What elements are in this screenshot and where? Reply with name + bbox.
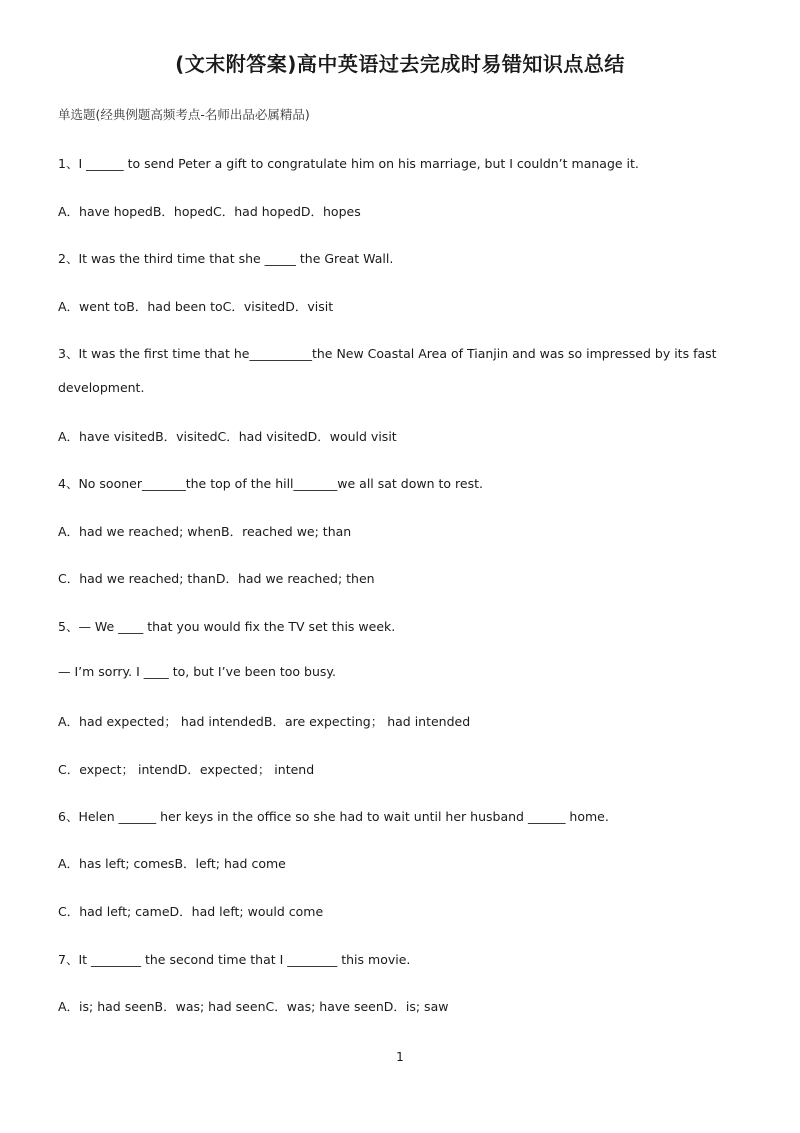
question-1-options: A．have hopedB．hopedC．had hopedD．hopes: [58, 204, 361, 219]
question-6-options-cd: C．had left; cameD．had left; would come: [58, 904, 324, 919]
question-4-options-ab: A．had we reached; whenB．reached we; than: [58, 524, 352, 539]
question-2-options: A．went toB．had been toC．visitedD．visit: [58, 299, 334, 314]
question-4-options-cd: C．had we reached; thanD．had we reached; then: [58, 571, 375, 586]
question-1-stem: 1、I ______ to send Peter a gift to congratulate him on his marriage, but I couldn’t manage it.: [58, 156, 639, 171]
question-5-stem-reply: — I’m sorry. I ____ to, but I’ve been too busy.: [58, 664, 336, 679]
question-7-stem: 7、It ________ the second time that I ________ this movie.: [58, 952, 411, 967]
page-title: (文末附答案)高中英语过去完成时易错知识点总结: [175, 52, 625, 76]
question-3-options: A．have visitedB．visitedC．had visitedD．would visit: [58, 429, 397, 444]
page-number: 1: [396, 1050, 404, 1064]
question-4-stem: 4、No sooner_______the top of the hill_______we all sat down to rest.: [58, 476, 483, 491]
question-5-options-cd: C．expect； intendD．expected； intend: [58, 762, 315, 777]
question-2-stem: 2、It was the third time that she _____ the Great Wall.: [58, 251, 394, 266]
question-3-stem-continued: development.: [58, 380, 145, 395]
section-subtitle: 单选题(经典例题高频考点-名师出品必属精品): [58, 107, 310, 122]
question-3-stem: 3、It was the first time that he__________the New Coastal Area of Tianjin and was so impressed by its fast: [58, 346, 717, 361]
question-5-options-ab: A．had expected； had intendedB．are expecting； had intended: [58, 714, 471, 729]
question-6-options-ab: A．has left; comesB．left; had come: [58, 856, 286, 871]
question-6-stem: 6、Helen ______ her keys in the office so she had to wait until her husband ______ home.: [58, 809, 609, 824]
question-5-stem: 5、— We ____ that you would fix the TV set this week.: [58, 619, 396, 634]
question-7-options: A．is; had seenB．was; had seenC．was; have seenD．is; saw: [58, 999, 449, 1014]
